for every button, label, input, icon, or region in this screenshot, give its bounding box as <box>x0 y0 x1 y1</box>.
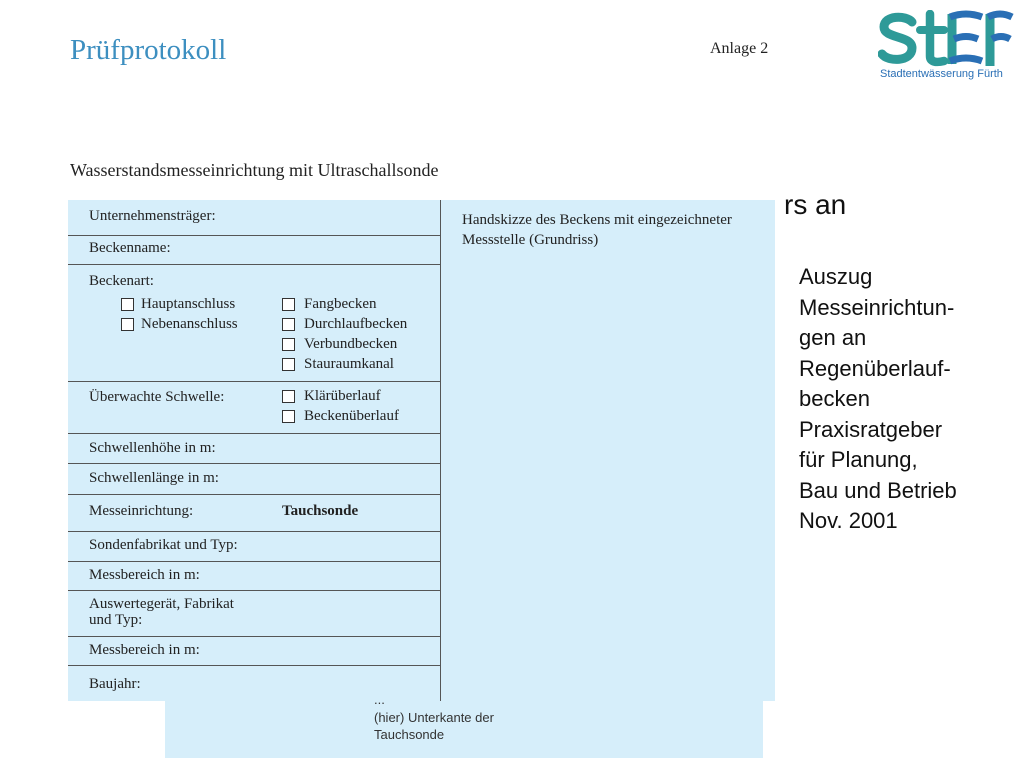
option-nebenanschluss: Nebenanschluss <box>141 316 238 332</box>
field-auswertegeraet-line: Auswertegerät, Fabrikat <box>89 596 234 612</box>
row-divider <box>68 463 440 464</box>
sketch-area-title <box>462 210 732 250</box>
option-hauptanschluss: Hauptanschluss <box>141 296 236 312</box>
field-messeinrichtung: Messeinrichtung: <box>89 503 194 519</box>
option-durchlaufbecken: Durchlaufbecken <box>304 316 408 332</box>
row-divider <box>68 561 440 562</box>
logo-subtext: Stadtentwässerung Fürth <box>880 68 1003 80</box>
source-note-line: Auszug <box>799 264 873 289</box>
source-note-line: für Planung, <box>799 447 918 472</box>
stef-logo-graphic <box>878 10 1014 70</box>
checkbox-hauptanschluss[interactable] <box>121 298 134 311</box>
field-auswertegeraet-line: und Typ: <box>89 612 143 628</box>
inspection-form <box>68 200 775 701</box>
option-verbundbecken: Verbundbecken <box>304 336 398 352</box>
field-auswertegeraet <box>89 596 234 628</box>
source-note <box>799 262 1009 537</box>
field-messbereich-2: Messbereich in m: <box>89 642 200 658</box>
row-divider <box>68 590 440 591</box>
option-stauraumkanal: Stauraumkanal <box>304 356 394 372</box>
caption-line: Tauchsonde <box>374 727 445 742</box>
form-subtitle: Wasserstandsmesseinrichtung mit Ultraschallsonde <box>70 160 439 180</box>
checkbox-fangbecken[interactable] <box>282 298 295 311</box>
checkbox-beckenueberlauf[interactable] <box>282 410 295 423</box>
row-divider <box>68 235 440 236</box>
field-unternehmenstraeger: Unternehmensträger: <box>89 208 216 224</box>
row-divider <box>68 665 440 666</box>
source-note-line: Bau und Betrieb <box>799 477 957 503</box>
sketch-title-line: Messstelle (Grundriss) <box>462 232 599 248</box>
source-note-line: becken <box>799 386 870 411</box>
field-beckenname: Beckenname: <box>89 240 171 256</box>
row-divider <box>68 494 440 495</box>
row-divider <box>68 636 440 637</box>
source-note-line: Praxisratgeber <box>799 416 943 442</box>
checkbox-verbundbecken[interactable] <box>282 338 295 351</box>
sketch-title-line: Handskizze des Beckens mit eingezeichneter <box>462 212 732 228</box>
diagram-caption-box <box>165 700 763 758</box>
option-beckenueberlauf: Beckenüberlauf <box>304 408 399 424</box>
page-title: Prüfprotokoll <box>70 34 227 66</box>
caption-line: (hier) Unterkante der <box>374 710 494 725</box>
source-note-line: Regenüberlauf- <box>799 355 951 381</box>
source-note-line: Messeinrichtun- <box>799 294 955 320</box>
row-divider <box>68 381 440 382</box>
field-baujahr: Baujahr: <box>89 676 141 692</box>
field-sondenfabrikat: Sondenfabrikat und Typ: <box>89 537 238 553</box>
field-beckenart: Beckenart: <box>89 273 154 289</box>
checkbox-nebenanschluss[interactable] <box>121 318 134 331</box>
messeinrichtung-value: Tauchsonde <box>282 503 359 519</box>
field-schwellenlaenge: Schwellenlänge in m: <box>89 470 219 486</box>
column-divider <box>440 200 441 701</box>
field-schwellenhoehe: Schwellenhöhe in m: <box>89 440 216 456</box>
checkbox-stauraumkanal[interactable] <box>282 358 295 371</box>
checkbox-durchlaufbecken[interactable] <box>282 318 295 331</box>
source-note-line: Nov. 2001 <box>799 508 898 533</box>
slide-heading-fragment: rs an <box>784 189 847 220</box>
row-divider <box>68 264 440 265</box>
source-note-line: gen an <box>799 325 867 350</box>
row-divider <box>68 433 440 434</box>
attachment-label: Anlage 2 <box>710 40 769 57</box>
option-klaerueberlauf: Klärüberlauf <box>304 388 381 404</box>
field-messbereich: Messbereich in m: <box>89 567 200 583</box>
field-ueberwachte-schwelle: Überwachte Schwelle: <box>89 389 225 405</box>
row-divider <box>68 531 440 532</box>
checkbox-klaerueberlauf[interactable] <box>282 390 295 403</box>
option-fangbecken: Fangbecken <box>304 296 377 312</box>
